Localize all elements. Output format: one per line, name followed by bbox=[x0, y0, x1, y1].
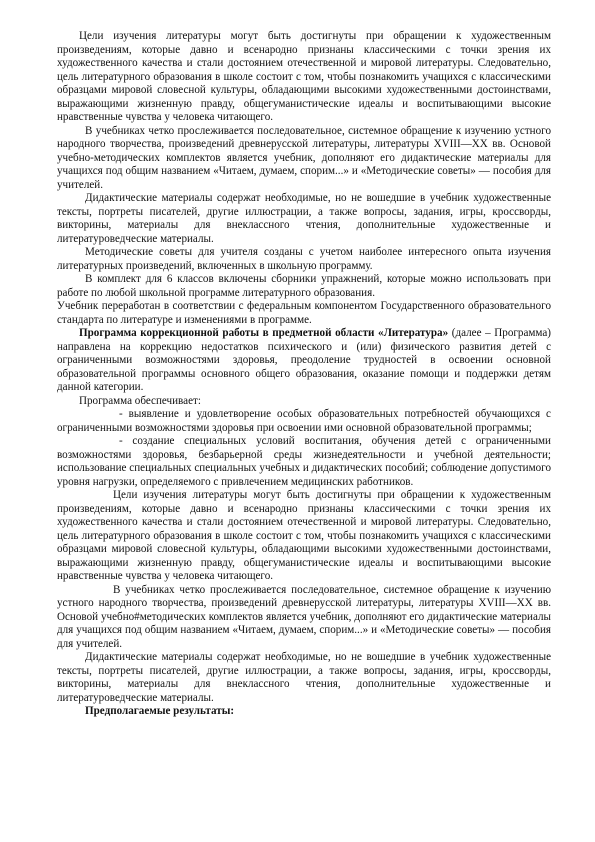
correction-program-heading: Программа коррекционной работы в предметной области «Литература» bbox=[79, 327, 449, 339]
expected-results-heading: Предполагаемые результаты: bbox=[85, 705, 235, 717]
list-item-conditions: - создание специальных условий воспитания, обучения детей с ограниченными возможностями здоровья, безбарьерной среды жизнедеятельности и учебной деятельности; использование специальных специальных учебных и дидактических пособий; соблюдение допустимого уровня нагрузки, определяемого с привлечением медицинских работников. bbox=[57, 435, 551, 488]
paragraph-textbooks-repeat: В учебниках четко прослеживается последовательное, системное обращение к изучению устного народного творчества, произведений древнерусской литературы, литературы XVIII—XX вв. Основой учебно#методических комплектов является учебник, дополняют его дидактические материалы для учащихся под общим названием «Читаем, думаем, спорим...» и «Методические советы» — пособия для учителей. bbox=[57, 583, 551, 650]
paragraph-didactic-repeat: Дидактические материалы содержат необходимые, но не вошедшие в учебник художественные тексты, портреты писателей, другие иллюстрации, а также вопросы, задания, игры, кроссворды, викторины, материалы для внеклассного чтения, дополнительные художественные и литературоведческие материалы. bbox=[57, 651, 551, 704]
list-item-needs: - выявление и удовлетворение особых образовательных потребностей обучающихся с ограниченными возможностями здоровья при освоении ими основной образовательной программы; bbox=[57, 408, 551, 434]
paragraph-textbooks: В учебниках четко прослеживается последовательное, системное обращение к изучению устного народного творчества, произведений древнерусской литературы, литературы XVIII—XX вв. Основой учебно-методических комплектов является учебник, дополняют его дидактические материалы для учащихся под общим названием «Читаем, думаем, спорим...» и «Методические советы» — пособия для учителей. bbox=[57, 124, 551, 191]
paragraph-kit: В комплект для 6 классов включены сборники упражнений, которые можно использовать при работе по любой школьной программе литературного образования. bbox=[57, 273, 551, 299]
paragraph-correction-program bbox=[57, 327, 551, 395]
paragraph-goals-repeat: Цели изучения литературы могут быть достигнуты при обращении к художественным произведениям, которые давно и всенародно признаны классическими с точки зрения их художественного качества и стали достоянием отечественной и мировой литературы. Следовательно, цель литературного образования в школе состоит с том, чтобы познакомить учащихся с классическими образцами мировой словесной культуры, обладающими высокими художественными достоинствами, выражающими жизненную правду, общегуманистические идеалы и воспитывающими высокие нравственные чувства у человека читающего. bbox=[57, 489, 551, 582]
correction-program-text: (далее – Программа) направлена на коррекцию недостатков психического и (или) физического развития детей с ограниченными возможностями здоровья, преодоление трудностей в освоении основной образовательной программы основного общего образования, оказание помощи и поддержки детям данной категории. bbox=[57, 327, 551, 393]
paragraph-revised: Учебник переработан в соответствии с федеральным компонентом Государственного образовательного стандарта по литературе и изменениями в программе. bbox=[57, 300, 551, 326]
paragraph-methodical: Методические советы для учителя созданы с учетом наиболее интересного опыта изучения литературных произведений, включенных в школьную программу. bbox=[57, 246, 551, 272]
paragraph-program-provides: Программа обеспечивает: bbox=[79, 394, 201, 407]
paragraph-didactic: Дидактические материалы содержат необходимые, но не вошедшие в учебник художественные тексты, портреты писателей, другие иллюстрации, а также вопросы, задания, игры, кроссворды, викторины, материалы для внеклассного чтения, дополнительные художественные и литературоведческие материалы. bbox=[57, 192, 551, 245]
paragraph-goals: Цели изучения литературы могут быть достигнуты при обращении к художественным произведениям, которые давно и всенародно признаны классическими с точки зрения их художественного качества и стали достоянием отечественной и мировой литературы. Следовательно, цель литературного образования в школе состоит с том, чтобы познакомить учащихся с классическими образцами мировой словесной культуры, обладающими высокими художественными достоинствами, выражающими жизненную правду, общегуманистические идеалы и воспитывающими высокие нравственные чувства у человека читающего. bbox=[57, 30, 551, 123]
